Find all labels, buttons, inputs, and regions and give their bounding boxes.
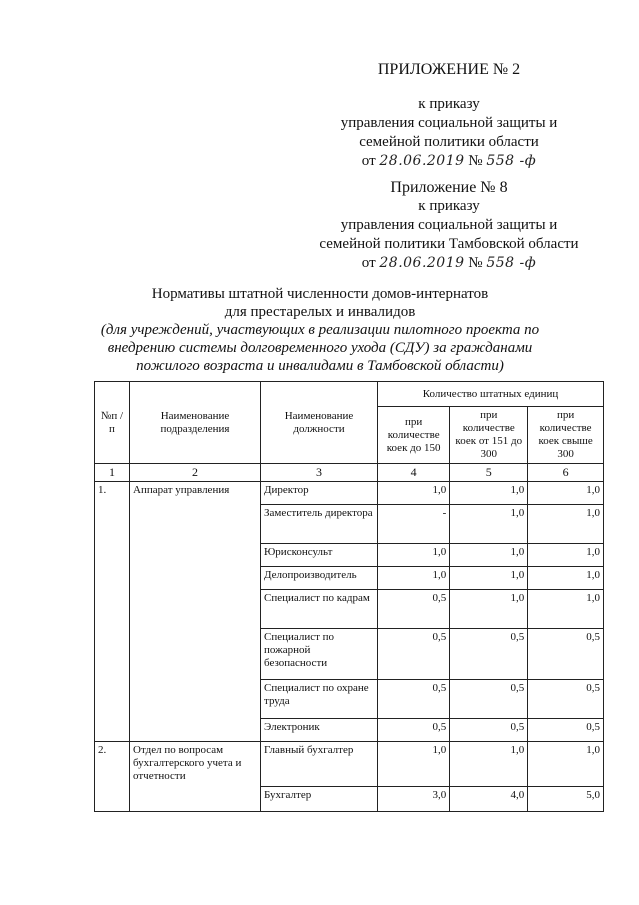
value-over-300: 0,5 (528, 719, 604, 742)
col-number: 5 (450, 464, 528, 482)
table-row (95, 482, 604, 505)
value-over-300: 0,5 (528, 629, 604, 680)
date-prefix: от (361, 153, 376, 169)
value-151-300: 0,5 (450, 629, 528, 680)
value-up-to-150: 0,5 (378, 719, 450, 742)
col-number: 1 (95, 464, 130, 482)
handwritten-number: 558 -ф (486, 153, 537, 169)
handwritten-date: 28.06.2019 (379, 153, 465, 169)
date-prefix: от (361, 255, 376, 271)
value-up-to-150: 0,5 (378, 629, 450, 680)
section-division: Аппарат управления (130, 482, 261, 742)
value-over-300: 1,0 (528, 567, 604, 590)
position-name: Директор (261, 482, 378, 505)
position-name: Специалист по пожарной безопасности (261, 629, 378, 680)
document-title (90, 285, 550, 375)
number-prefix: № (468, 255, 483, 271)
position-name: Специалист по охране труда (261, 680, 378, 719)
column-numbers-row (95, 464, 604, 482)
value-151-300: 0,5 (450, 680, 528, 719)
position-name: Специалист по кадрам (261, 590, 378, 629)
appendix-8-line3: семейной политики Тамбовской области (319, 236, 579, 252)
handwritten-date: 28.06.2019 (379, 255, 465, 271)
value-151-300: 1,0 (450, 505, 528, 544)
value-up-to-150: 1,0 (378, 567, 450, 590)
header-col6: при количестве коек свыше 300 (528, 407, 604, 464)
staff-norms-table (94, 381, 604, 812)
value-151-300: 0,5 (450, 719, 528, 742)
header-col4: при количестве коек до 150 (378, 407, 450, 464)
value-over-300: 1,0 (528, 742, 604, 787)
value-over-300: 1,0 (528, 482, 604, 505)
col-number: 4 (378, 464, 450, 482)
header-staff-count: Количество штатных единиц (378, 382, 604, 407)
appendix-2-date-line (299, 152, 599, 171)
value-over-300: 1,0 (528, 590, 604, 629)
value-over-300: 0,5 (528, 680, 604, 719)
position-name: Делопроизводитель (261, 567, 378, 590)
value-151-300: 1,0 (450, 482, 528, 505)
value-up-to-150: 1,0 (378, 742, 450, 787)
value-over-300: 5,0 (528, 787, 604, 812)
position-name: Заместитель директора (261, 505, 378, 544)
handwritten-number: 558 -ф (486, 255, 537, 271)
value-up-to-150: 0,5 (378, 680, 450, 719)
table-row (95, 742, 604, 787)
col-number: 2 (130, 464, 261, 482)
col-number: 6 (528, 464, 604, 482)
value-up-to-150: 1,0 (378, 482, 450, 505)
appendix-2-line1: к приказу (418, 96, 480, 112)
appendix-2-line3: семейной политики области (359, 134, 539, 150)
position-name: Электроник (261, 719, 378, 742)
value-151-300: 1,0 (450, 590, 528, 629)
value-over-300: 1,0 (528, 544, 604, 567)
value-151-300: 1,0 (450, 567, 528, 590)
col-number: 3 (261, 464, 378, 482)
appendix-2-line2: управления социальной защиты и (340, 115, 558, 131)
title-subtitle: (для учреждений, участвующих в реализации пилотного проекта по внедрению системы долговременного ухода (СДУ) за гражданами пожилого возраста и инвалидами в Тамбовской области) (100, 322, 540, 374)
value-up-to-150: 3,0 (378, 787, 450, 812)
appendix-8-line1: к приказу (418, 198, 480, 214)
table-header (95, 382, 604, 482)
appendix-8-date-line (299, 254, 599, 273)
header-row (95, 382, 604, 407)
value-up-to-150: 1,0 (378, 544, 450, 567)
header-position: Наименование должности (261, 382, 378, 464)
header-num: №п /п (95, 382, 130, 464)
position-name: Бухгалтер (261, 787, 378, 812)
value-up-to-150: - (378, 505, 450, 544)
header-col5: при количестве коек от 151 до 300 (450, 407, 528, 464)
position-name: Юрисконсульт (261, 544, 378, 567)
appendix-2-title: ПРИЛОЖЕНИЕ № 2 (377, 61, 521, 78)
appendix-8-header (299, 178, 599, 273)
table-body (95, 482, 604, 812)
value-over-300: 1,0 (528, 505, 604, 544)
appendix-8-title: Приложение № 8 (390, 179, 508, 196)
position-name: Главный бухгалтер (261, 742, 378, 787)
section-num: 2. (95, 742, 130, 812)
title-line2: для престарелых и инвалидов (224, 304, 416, 320)
value-151-300: 1,0 (450, 544, 528, 567)
value-151-300: 1,0 (450, 742, 528, 787)
section-num: 1. (95, 482, 130, 742)
appendix-2-header (299, 60, 599, 171)
number-prefix: № (468, 153, 483, 169)
header-division: Наименование подразделения (130, 382, 261, 464)
title-line1: Нормативы штатной численности домов-интернатов (151, 286, 489, 302)
section-division: Отдел по вопросам бухгалтерского учета и отчетности (130, 742, 261, 812)
value-151-300: 4,0 (450, 787, 528, 812)
appendix-8-line2: управления социальной защиты и (340, 217, 558, 233)
value-up-to-150: 0,5 (378, 590, 450, 629)
